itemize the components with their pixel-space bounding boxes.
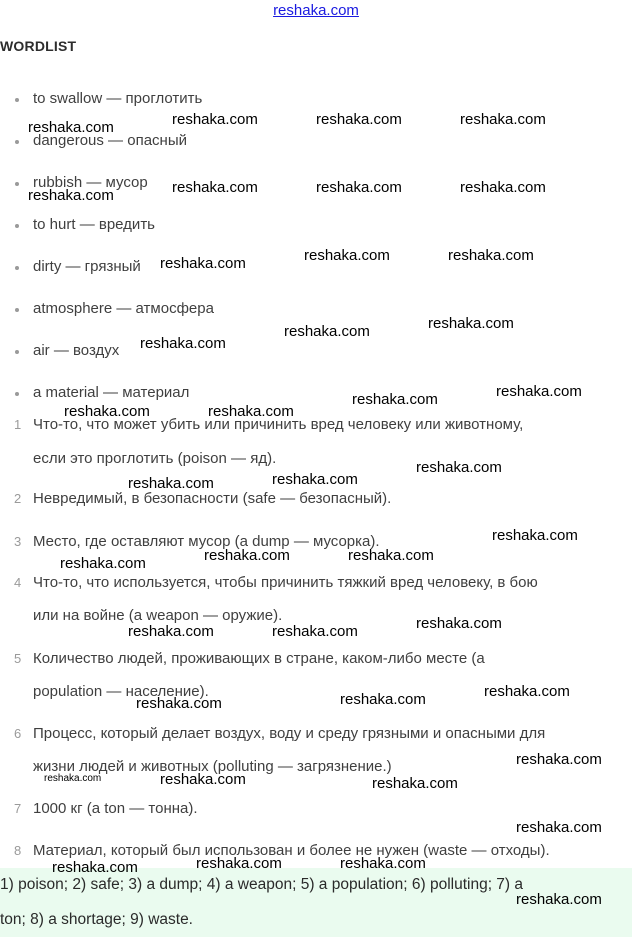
watermark-text: reshaka.com	[348, 547, 434, 564]
watermark-text: reshaka.com	[196, 855, 282, 872]
definition-number: 1	[14, 417, 22, 432]
watermark-text: reshaka.com	[272, 623, 358, 640]
watermark-text: reshaka.com	[448, 247, 534, 264]
watermark-text: reshaka.com	[128, 475, 214, 492]
watermark-text: reshaka.com	[460, 179, 546, 196]
watermark-text: reshaka.com	[340, 691, 426, 708]
watermark-text: reshaka.com	[284, 323, 370, 340]
watermark-text: reshaka.com	[304, 247, 390, 264]
watermark-text: reshaka.com	[272, 471, 358, 488]
watermark-text: reshaka.com	[492, 527, 578, 544]
bullet-icon	[15, 266, 19, 270]
definition-text: Что-то, что может убить или причинить вред человеку или животному,	[33, 416, 524, 433]
bullet-icon	[15, 98, 19, 102]
definition-number: 2	[14, 491, 22, 506]
watermark-text: reshaka.com	[160, 255, 246, 272]
answer-line: 1) poison; 2) safe; 3) a dump; 4) a weapon; 5) a population; 6) polluting; 7) a	[0, 876, 524, 893]
watermark-text: reshaka.com	[128, 623, 214, 640]
watermark-text: reshaka.com	[496, 383, 582, 400]
bullet-icon	[15, 182, 19, 186]
bullet-icon	[15, 392, 19, 396]
watermark-text: reshaka.com	[204, 547, 290, 564]
definition-number: 5	[14, 651, 22, 666]
watermark-text: reshaka.com	[372, 775, 458, 792]
definition-number: 8	[14, 843, 22, 858]
definition-text: если это проглотить (poison — яд).	[33, 450, 277, 467]
watermark-text: reshaka.com	[136, 695, 222, 712]
definition-text: жизни людей и животных (polluting — загрязнение.)	[33, 758, 392, 775]
bullet-icon	[15, 224, 19, 228]
definition-text: Количество людей, проживающих в стране, каком-либо месте (а	[33, 650, 485, 667]
watermark-text: reshaka.com	[28, 187, 114, 204]
answer-line: ton; 8) a shortage; 9) waste.	[0, 911, 193, 928]
watermark-text: reshaka.com	[64, 403, 150, 420]
watermark-text: reshaka.com	[340, 855, 426, 872]
definition-text: Место, где оставляют мусор (a dump — мусорка).	[33, 533, 380, 550]
definition-text: или на войне (a weapon — оружие).	[33, 607, 283, 624]
definition-number: 3	[14, 534, 22, 549]
watermark-text: reshaka.com	[160, 771, 246, 788]
watermark-text: reshaka.com	[316, 111, 402, 128]
watermark-text: reshaka.com	[44, 773, 102, 784]
site-link[interactable]: reshaka.com	[273, 2, 359, 19]
watermark-text: reshaka.com	[484, 683, 570, 700]
watermark-text: reshaka.com	[172, 179, 258, 196]
definition-text: population — население).	[33, 683, 209, 700]
bullet-icon	[15, 350, 19, 354]
bullet-icon	[15, 140, 19, 144]
bullet-icon	[15, 308, 19, 312]
watermark-text: reshaka.com	[416, 615, 502, 632]
definition-text: Что-то, что используется, чтобы причинить тяжкий вред человеку, в бою	[33, 574, 538, 591]
wordlist-heading: WORDLIST	[0, 38, 77, 54]
definition-text: Процесс, который делает воздух, воду и среду грязными и опасными для	[33, 725, 546, 742]
watermark-text: reshaka.com	[516, 819, 602, 836]
watermark-text: reshaka.com	[516, 751, 602, 768]
watermark-text: reshaka.com	[52, 859, 138, 876]
watermark-text: reshaka.com	[208, 403, 294, 420]
definition-number: 6	[14, 726, 22, 741]
watermark-text: reshaka.com	[516, 891, 602, 908]
watermark-text: reshaka.com	[460, 111, 546, 128]
watermark-text: reshaka.com	[60, 555, 146, 572]
watermark-text: reshaka.com	[316, 179, 402, 196]
watermark-text: reshaka.com	[140, 335, 226, 352]
watermark-text: reshaka.com	[352, 391, 438, 408]
definition-text: Материал, который был использован и более не нужен (waste — отходы).	[33, 842, 550, 859]
watermark-text: reshaka.com	[28, 119, 114, 136]
watermark-text: reshaka.com	[172, 111, 258, 128]
definition-text: 1000 кг (a ton — тонна).	[33, 800, 198, 817]
definition-text: Невредимый, в безопасности (safe — безопасный).	[33, 490, 392, 507]
definition-number: 7	[14, 801, 22, 816]
watermark-text: reshaka.com	[416, 459, 502, 476]
watermark-text: reshaka.com	[428, 315, 514, 332]
definition-number: 4	[14, 575, 22, 590]
